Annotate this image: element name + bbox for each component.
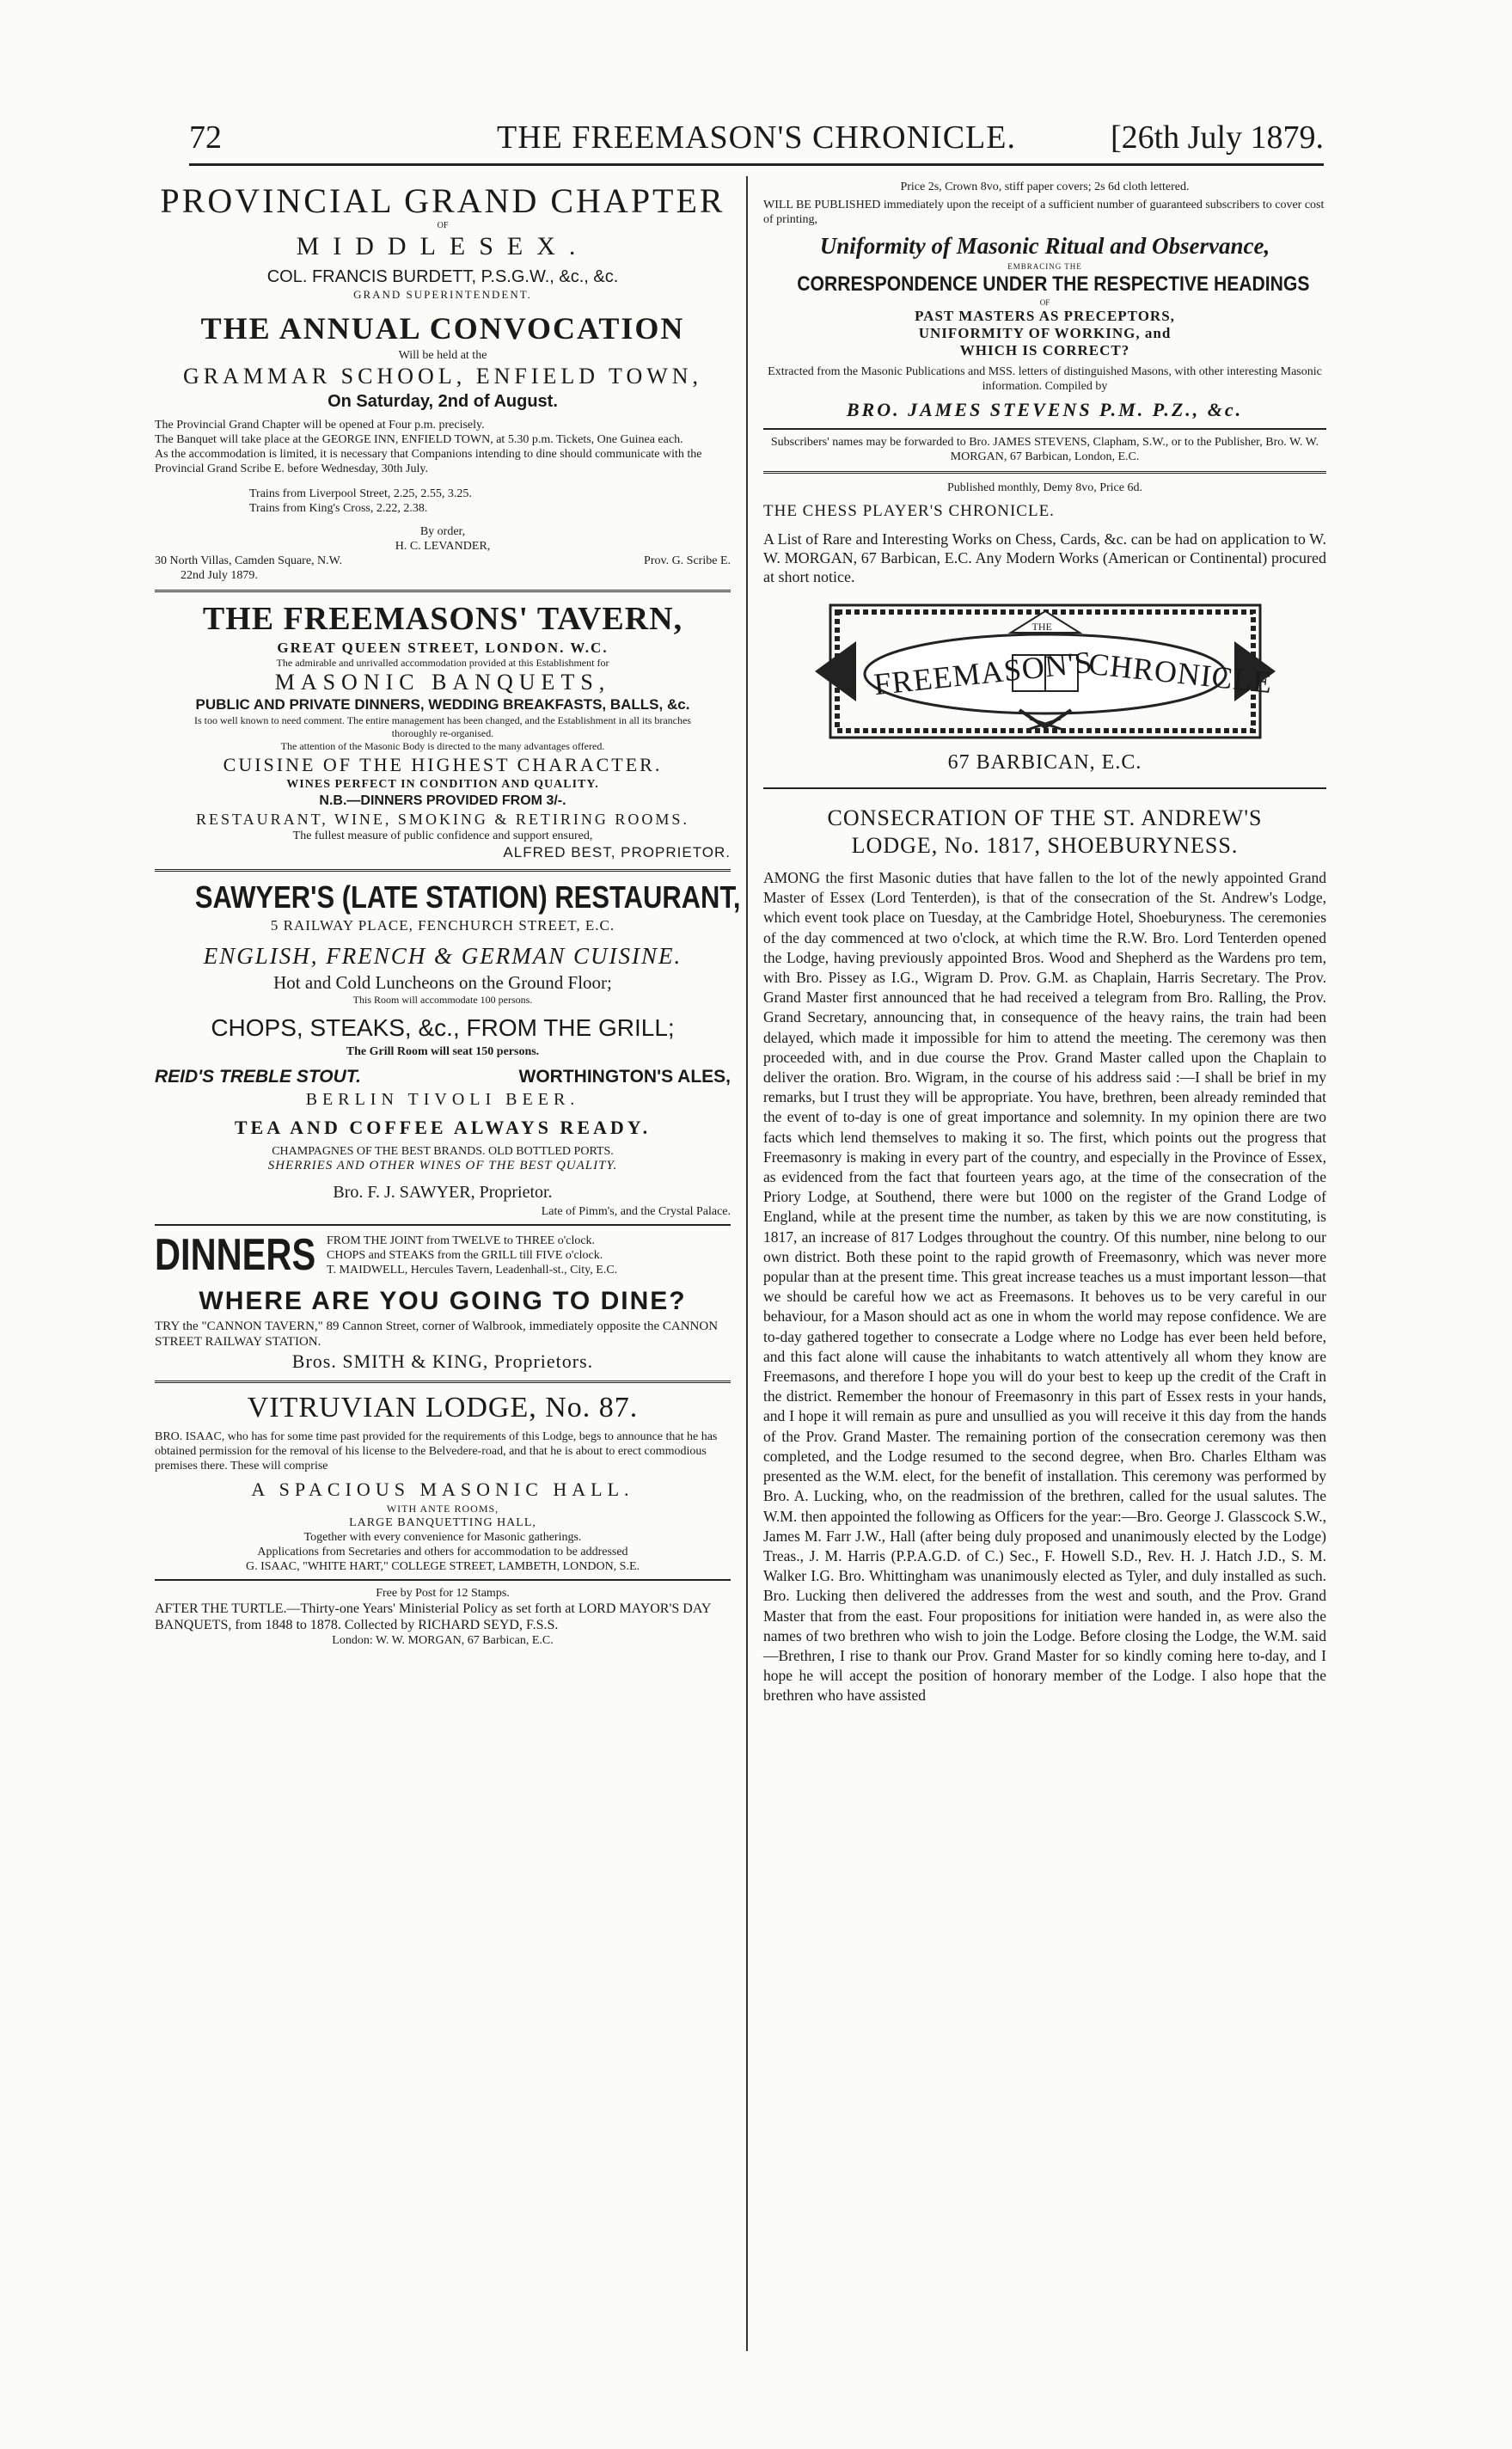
article-body: AMONG the first Masonic duties that have fallen to the lot of the newly appointed Grand Master of Essex (Lord Tenterden), is that of the consecration of the St. Andrew's Lodge, which event took place on Tuesday, at the Cambridge Hotel, Shoeburyness. The ceremonies of the day commenced at two o'clock, at which time the R.W. Bro. Lord Tenterden opened the Lodge, having previously appointed Bros. Wood and Shepherd as the Wardens pro tem, with Bro. Pissey as I.G., Wigram D. Prov. G.M. as Chaplain, Harris Secretary. The Prov. Grand Master first announced that he had received a telegram from Bro. Ralling, the Prov. Grand Secretary, announcing that, in consequence of the heavy rains, the train had been delayed, which made it impossible for him to attend the meeting. The ceremony was then proceeded with, and in due course the Prov. Grand Master called upon the Chaplain to deliver the oration. Bro. Wigram, in the course of his address said :—I shall be brief in my remarks, but I trust they will be appropriate. You have, brethren, been already reminded that the event of to-day is one of great importance and solemnity. In my opinion there are two facts which lend themselves to making it so. The first, which points out the progress that Freemasonry is making in every part of the country, and especially in the Province of Essex, as evidenced from the fact that fourteen years ago, at the time of the consecration of the Priory Lodge, at Southend, there were but 1000 on the register of the Grand Lodge of England, while at the present time the number, as taken by this we are now constituting, is 1817, an increase of 817 Lodges throughout the country. Of this number, nine belong to our own district. Both these point to the rapid growth of Freemasonry, which was never more popular than at the present time. This great increase teaches us a must important lesson—that we should be careful how we act as Freemasons. It behoves us to be very careful in our behaviour, for a Mason should act as one in whom the world may repose confidence. We are to-day gathered together to consecrate a Lodge where no Lodge has ever been held before, and this fact alone will cause the inhabitants to watch attentively all whom they know are Freemasons, and therefore I hope you will do your best to keep up the credit of the Craft in the district. Remember the honour of Freemasonry in this part of Essex rests in your hands, and I hope it will remain as pure and unsullied as you will receive it this day from the hands of the Prov. Grand Master. The remaining portion of the consecration ceremony was then completed, and the Lodge resumed to the second degree, when Bro. Charles Eltham was presented as the W.M. elect, for the benefit of installation. This ceremony was performed by Bro. A. Lucking, who, on the readmission of the brethren, called for the usual salutes. The W.M. then appointed the following as Officers for the year:—Bro. George J. Glasscock S.W., James M. Farr J.W., Hall (after being duly proposed and unanimously elected by the Lodge) Treas., J. M. Harris (P.P.A.G.D. of C.) Sec., F. Howell S.D., Rev. H. J. Hatch J.D., S. M. Walker I.G. Bro. Whittingham was unanimously elected as Tyler, and duly installed as such. Bro. Lucking then delivered the addresses from the west and south, and the Prov. Grand Master that from the east. Four propositions for initiation were handed in, as were also the names of two brethren who wish to join the Lodge. Before closing the Lodge, the W.M. said—Brethren, I rise to thank our Prov. Grand Master for so kindly coming here to-day, and I hope he will accept the position of honorary member of the Lodge. I also hope that the brethren who have assisted (763, 869, 1326, 1705)
chess-body: A List of Rare and Interesting Works on Chess, Cards, &c. can be had on application to W. W. MORGAN, 67 Barbican, E.C. Any Modern Works (American or Continental) procured at short notice. (763, 530, 1326, 585)
sawyer-grill: The Grill Room will seat 150 persons. (346, 1045, 540, 1058)
together-note: Together with every convenience for Masonic gatherings. (303, 1531, 582, 1544)
signer-address: 30 North Villas, Camden Square, N.W. (155, 554, 343, 567)
of-label: OF (437, 221, 449, 230)
logo-right-word: CHRONICLE (1086, 646, 1275, 701)
sawyer-luncheons: Hot and Cold Luncheons on the Ground Floor; (273, 972, 612, 993)
divider (155, 1381, 731, 1383)
smith-king: Bros. SMITH & KING, Proprietors. (291, 1350, 594, 1372)
chess-ad (763, 481, 1326, 586)
tavern-confidence: The fullest measure of public confidence and support ensured, (292, 830, 593, 842)
venue: GRAMMAR SCHOOL, ENFIELD TOWN, (182, 364, 703, 389)
tavern-known: Is too well known to need comment. The entire management has been changed, and the Establishment in all its branches thoroughly re-organised. (194, 714, 691, 739)
after-turtle-ad (155, 1586, 731, 1648)
vitruvian-title: VITRUVIAN LODGE, No. 87. (247, 1392, 639, 1423)
divider (155, 1224, 731, 1226)
uniformity-working: UNIFORMITY OF WORKING, and (918, 325, 1172, 341)
dinners-ad (155, 1231, 731, 1374)
signer-name: H. C. LEVANDER, (395, 540, 491, 553)
tavern-nb: N.B.—DINNERS PROVIDED FROM 3/-. (319, 793, 566, 808)
sawyer-address: 5 RAILWAY PLACE, FENCHURCH STREET, E.C. (270, 917, 615, 934)
header-rule (189, 163, 1324, 166)
freemasons-chronicle-logo (805, 598, 1286, 744)
sawyer-late: Late of Pimm's, and the Crystal Palace. (541, 1205, 731, 1218)
banquetting-hall: LARGE BANQUETTING HALL, (349, 1516, 536, 1529)
signer-row (155, 554, 731, 568)
held-at: Will be held at the (398, 349, 487, 362)
trains-kings-cross: Trains from King's Cross, 2.22, 2.38. (249, 502, 428, 515)
cannon-tavern: TRY the "CANNON TAVERN," 89 Cannon Street, corner of Walbrook, immediately opposite the CANNON STREET RAILWAY STATION. (155, 1319, 719, 1349)
chess-title: THE CHESS PLAYER'S CHRONICLE. (763, 502, 1055, 520)
reids-stout: REID'S TREBLE STOUT. (155, 1067, 361, 1087)
chapter-title: PROVINCIAL GRAND CHAPTER (160, 181, 725, 220)
divider (155, 1579, 731, 1581)
column-divider (746, 176, 748, 2351)
opening-time: The Provincial Grand Chapter will be opened at Four p.m. precisely. (155, 419, 485, 432)
ante-rooms: WITH ANTE ROOMS, (386, 1503, 499, 1515)
subscribers-note: Subscribers' names may be forwarded to Bro. JAMES STEVENS, Clapham, S.W., or to the Publisher, Bro. W. W. MORGAN, 67 Barbican, London, E.C. (770, 436, 1319, 463)
extracted-note: Extracted from the Masonic Publications and MSS. letters of distinguished Masons, with other interesting Masonic information. Compiled by (768, 365, 1322, 393)
masonic-banquets: MASONIC BANQUETS, (274, 670, 611, 695)
tavern-attention: The attention of the Masonic Body is directed to the many advantages offered. (280, 740, 605, 752)
past-masters: PAST MASTERS AS PRECEPTORS, (915, 308, 1175, 324)
convocation-title: THE ANNUAL CONVOCATION (200, 311, 685, 346)
dinners-details (327, 1234, 731, 1277)
dinners-maidwell: T. MAIDWELL, Hercules Tavern, Leadenhall-st., City, E.C. (327, 1263, 618, 1277)
tavern-proprietor: ALFRED BEST, PROPRIETOR. (503, 844, 731, 860)
where-to-dine: WHERE ARE YOU GOING TO DINE? (199, 1287, 687, 1315)
will-be-published: WILL BE PUBLISHED immediately upon the receipt of a sufficient number of guaranteed subscribers to cover cost of printing, (763, 199, 1325, 226)
superintendent-role: GRAND SUPERINTENDENT. (353, 288, 532, 301)
signer-title: Prov. G. Scribe E. (644, 554, 731, 567)
sawyer-room: This Room will accommodate 100 persons. (352, 994, 533, 1006)
convocation-date: On Saturday, 2nd of August. (327, 392, 558, 411)
freemasons-tavern-ad (155, 599, 731, 862)
masonic-hall: A SPACIOUS MASONIC HALL. (251, 1479, 634, 1500)
applications-note: Applications from Secretaries and others for accommodation to be addressed (257, 1546, 628, 1558)
free-by-post: Free by Post for 12 Stamps. (376, 1587, 510, 1600)
tavern-rooms: RESTAURANT, WINE, SMOKING & RETIRING ROOMS. (196, 811, 689, 828)
of-label-2: OF (1039, 298, 1050, 307)
divider (155, 590, 731, 592)
correspondence-heading: CORRESPONDENCE UNDER THE RESPECTIVE HEADINGS (797, 272, 1310, 296)
tavern-cuisine: CUISINE OF THE HIGHEST CHARACTER. (223, 754, 663, 775)
embracing-label: EMBRACING THE (1007, 262, 1082, 271)
uniformity-title: Uniformity of Masonic Ritual and Observance, (819, 233, 1270, 259)
isaac-address: G. ISAAC, "WHITE HART," COLLEGE STREET, LAMBETH, LONDON, S.E. (245, 1560, 640, 1573)
page-number: 72 (189, 119, 222, 156)
james-stevens: BRO. JAMES STEVENS P.M. P.Z., &c. (846, 399, 1244, 420)
article-title-line2: LODGE, No. 1817, SHOEBURYNESS. (851, 833, 1239, 858)
tavern-street: GREAT QUEEN STREET, LONDON. W.C. (277, 640, 609, 656)
vitruvian-lodge-ad (155, 1390, 731, 1574)
tavern-accommodation: The admirable and unrivalled accommodation provided at this Establishment for (276, 657, 609, 669)
drinks-row (155, 1065, 731, 1089)
right-column (763, 176, 1326, 1706)
tea-coffee: TEA AND COFFEE ALWAYS READY. (234, 1117, 652, 1138)
turtle-publisher: London: W. W. MORGAN, 67 Barbican, E.C. (332, 1634, 554, 1647)
trains-liverpool: Trains from Liverpool Street, 2.25, 2.55, 3.25. (249, 487, 472, 500)
sawyer-cuisine: ENGLISH, FRENCH & GERMAN CUISINE. (203, 943, 683, 969)
logo-address: 67 BARBICAN, E.C. (947, 751, 1142, 774)
superintendent-name: COL. FRANCIS BURDETT, P.S.G.W., &c., &c. (266, 267, 619, 286)
banquet-info: The Banquet will take place at the GEORGE INN, ENFIELD TOWN, at 5.30 p.m. Tickets, One Guinea each. (155, 433, 683, 446)
which-correct: WHICH IS CORRECT? (959, 342, 1130, 358)
tivoli-beer: BERLIN TIVOLI BEER. (305, 1090, 580, 1109)
worthingtons-ales: WORTHINGTON'S ALES, (518, 1067, 731, 1087)
turtle-body: AFTER THE TURTLE.—Thirty-one Years' Ministerial Policy as set forth at LORD MAYOR'S DAY BANQUETS, from 1848 to 1878. Collected by RICHARD SEYD, F.S.S. (155, 1601, 711, 1632)
article-title-line1: CONSECRATION OF THE ST. ANDREW'S (827, 805, 1263, 830)
divider (763, 428, 1326, 430)
uniformity-ad (763, 180, 1326, 464)
dinners-joint: FROM THE JOINT from TWELVE to THREE o'clock. (327, 1234, 596, 1247)
county-name: MIDDLESEX. (296, 232, 590, 260)
accommodation-note: As the accommodation is limited, it is necessary that Companions intending to dine should communicate with the Provincial Grand Scribe E. before Wednesday, 30th July. (155, 448, 702, 475)
logo-the: THE (1031, 621, 1052, 633)
tavern-wines: WINES PERFECT IN CONDITION AND QUALITY. (286, 778, 599, 791)
public-dinners: PUBLIC AND PRIVATE DINNERS, WEDDING BREAKFASTS, BALLS, &c. (195, 696, 690, 713)
by-order: By order, (419, 525, 466, 538)
sawyer-title: SAWYER'S (LATE STATION) RESTAURANT, (194, 879, 741, 915)
consecration-article (763, 805, 1326, 1706)
dated: 22nd July 1879. (181, 569, 258, 582)
sherries: SHERRIES AND OTHER WINES OF THE BEST QUALITY. (267, 1159, 618, 1172)
provincial-chapter-ad (155, 181, 731, 583)
chess-published: Published monthly, Demy 8vo, Price 6d. (947, 481, 1142, 494)
divider (763, 787, 1326, 789)
sawyer-owner: Bro. F. J. SAWYER, Proprietor. (333, 1183, 553, 1202)
sawyers-restaurant-ad (155, 879, 741, 1219)
dinners-word: DINNERS (155, 1230, 316, 1280)
issue-date: [26th July 1879. (1110, 119, 1324, 156)
divider (155, 869, 731, 872)
divider (763, 471, 1326, 474)
champagnes: CHAMPAGNES OF THE BEST BRANDS. OLD BOTTLED PORTS. (272, 1145, 614, 1158)
vitruvian-body: BRO. ISAAC, who has for some time past provided for the requirements of this Lodge, begs to announce that he has obtained permission for the removal of his license to the Belvedere-road, and that he is about to erect commodious premises there. These will comprise (155, 1430, 718, 1472)
dinners-row (155, 1231, 731, 1279)
dinners-chops: CHOPS and STEAKS from the GRILL till FIVE o'clock. (327, 1248, 603, 1262)
sawyer-chops: CHOPS, STEAKS, &c., FROM THE GRILL; (211, 1014, 675, 1041)
left-column (155, 176, 741, 1648)
newspaper-title: THE FREEMASON'S CHRONICLE. (497, 119, 1016, 156)
uniformity-price: Price 2s, Crown 8vo, stiff paper covers; 2s 6d cloth lettered. (900, 181, 1190, 193)
logo-left-word: FREEMASON'S (872, 644, 1094, 702)
page-header (189, 119, 1324, 167)
tavern-title: THE FREEMASONS' TAVERN, (202, 601, 683, 637)
